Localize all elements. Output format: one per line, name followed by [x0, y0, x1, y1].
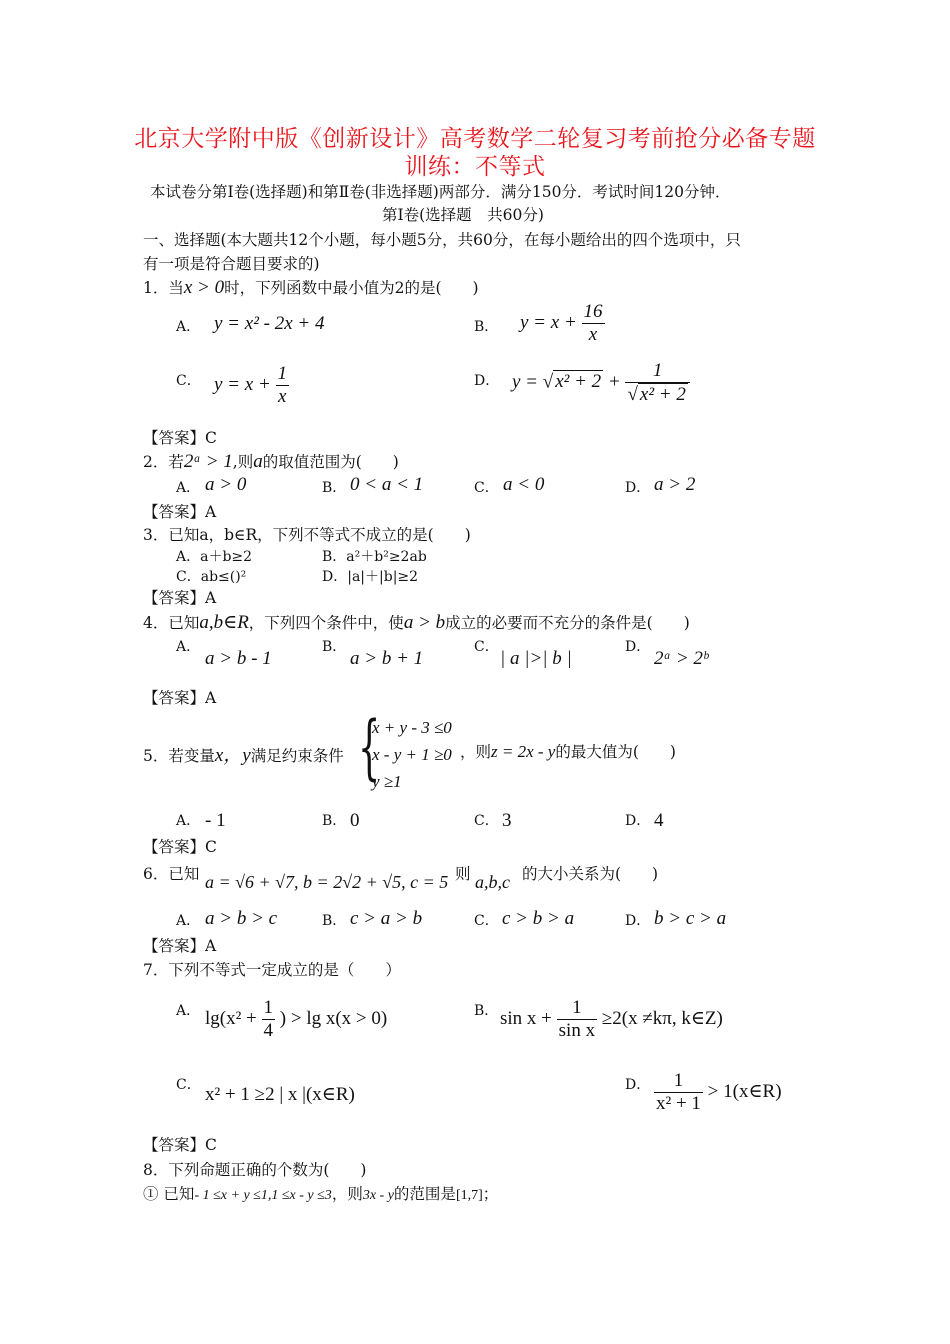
q8-stem: 8．下列命题正确的个数为( ): [143, 1161, 367, 1179]
q4-option-b: a > b + 1: [350, 648, 424, 669]
q1-option-c: [214, 363, 289, 408]
q1-d-denominator: x² + 2: [639, 384, 686, 405]
q5-mid2: ，则: [460, 743, 492, 761]
q5-option-d-label: D．: [625, 813, 651, 829]
part1-title: 第Ⅰ卷(选择题 共60分): [382, 206, 544, 224]
q7-option-a-label: A．: [176, 1003, 201, 1019]
q4-option-c-label: C．: [474, 639, 499, 655]
q6-prefix: 6．已知: [143, 865, 200, 883]
q4-option-d: 2ᵃ > 2ᵇ: [654, 648, 709, 669]
q6-option-d-label: D．: [625, 913, 651, 929]
q5-option-b: 0: [350, 810, 360, 831]
q5-option-a: - 1: [205, 810, 226, 831]
q5-option-c-label: C．: [474, 813, 499, 829]
q3-option-d-label: D．: [322, 569, 348, 585]
q7-option-d: [654, 1070, 782, 1115]
q6-option-d: b > c > a: [654, 908, 727, 929]
q1-b-denominator: x: [582, 323, 605, 346]
q4-answer-value: A: [205, 689, 217, 707]
q1-c-numerator: 1: [277, 363, 288, 384]
q1-d-numerator: 1: [652, 360, 663, 381]
q4-mid: ，下列四个条件中，使: [248, 614, 404, 632]
q7-b-left: sin x +: [500, 1007, 552, 1029]
q3-option-b-text: a²＋b²≥2ab: [346, 549, 427, 565]
q4-option-a: a > b - 1: [205, 648, 272, 669]
q4-condition: a,b∈R: [199, 612, 249, 633]
q1-answer-value: C: [205, 429, 217, 447]
q6-option-b-label: B．: [322, 913, 347, 929]
q5-mid: 满足约束条件: [250, 747, 344, 765]
q3-option-a: [176, 546, 252, 566]
q8-item1-suffix: ；: [482, 1185, 499, 1203]
q4-suffix: 成立的必要而不充分的条件是( ): [445, 614, 690, 632]
q7-d-right: > 1(x∈R): [707, 1080, 782, 1102]
q1-suffix: 时，下列函数中最小值为2的是( ): [224, 279, 479, 297]
q8-item1-mid2: 的范围是: [393, 1185, 456, 1203]
q1-option-d: y = √ x² + 2 + $\frac{1}{\text{√ x² + 2}}$: [512, 360, 690, 406]
q7-option-b-label: B．: [474, 1003, 499, 1019]
q6-option-b: c > a > b: [350, 908, 423, 929]
q6-answer-value: A: [205, 937, 217, 955]
q3-option-d-text: |a|＋|b|≥2: [347, 569, 419, 585]
q1-option-c-label: C．: [176, 373, 201, 389]
q2-option-c-label: C．: [474, 480, 499, 496]
q4-option-c: | a |>| b |: [500, 648, 572, 669]
q5-option-c: 3: [502, 810, 512, 831]
q7-option-c: x² + 1 ≥2 | x |(x∈R): [205, 1084, 355, 1105]
answer-label: 【答案】: [143, 503, 206, 521]
q6-option-c: c > b > a: [502, 908, 575, 929]
q1-option-a-label: A．: [176, 319, 201, 335]
q3-option-c-text: ab≤()²: [200, 569, 247, 585]
q4-answer: [143, 686, 216, 708]
q4-condition-2: a > b: [403, 612, 446, 633]
q6-option-c-label: C．: [474, 913, 499, 929]
q8-item1-condition: - 1 ≤x + y ≤1,1 ≤x - y ≤3: [194, 1188, 332, 1203]
answer-label: 【答案】: [143, 838, 206, 856]
q3-option-a-text: a＋b≥2: [200, 549, 253, 565]
q5-option-b-label: B．: [322, 813, 347, 829]
q5-answer: [143, 835, 217, 857]
q5-option-d: 4: [654, 810, 664, 831]
q7-b-denominator: sin x: [558, 1020, 596, 1041]
q1-option-a: y = x² - 2x + 4: [214, 313, 325, 334]
answer-label: 【答案】: [143, 429, 206, 447]
q3-option-c: [176, 566, 246, 586]
q5-suffix: 的最大值为( ): [555, 743, 676, 761]
q2-option-a: a > 0: [205, 474, 247, 495]
q1-option-b: [520, 301, 605, 346]
q3-option-d: [322, 566, 418, 586]
intro-text: 本试卷分第Ⅰ卷(选择题)和第Ⅱ卷(非选择题)两部分．满分150分．考试时间120分钟．: [150, 183, 731, 201]
q7-option-a: [205, 997, 387, 1042]
q4-stem: [143, 611, 690, 634]
q5-option-a-label: A．: [176, 813, 201, 829]
q8-item1-expression: 3x - y: [362, 1188, 394, 1203]
q5-constraint-1: x + y - 3 ≤0: [372, 718, 452, 737]
q1-option-b-label: B．: [474, 319, 499, 335]
q1-option-d-label: D．: [474, 373, 500, 389]
q5-stem-left: [143, 740, 344, 767]
q2-option-a-label: A．: [176, 480, 201, 496]
q1-b-numerator: 16: [583, 301, 603, 322]
q6-option-a-label: A．: [176, 913, 201, 929]
q2-prefix: 2．若: [143, 453, 184, 471]
q5-constraint-3: y ≥1: [372, 772, 402, 791]
q7-answer-value: C: [205, 1136, 217, 1154]
q8-item-1: [143, 1182, 498, 1204]
q3-answer-value: A: [205, 589, 217, 607]
q1-c-left: y = x +: [214, 373, 271, 395]
q4-prefix: 4．已知: [143, 614, 200, 632]
q2-option-c: a < 0: [503, 474, 545, 495]
answer-label: 【答案】: [143, 937, 206, 955]
section1-line-2: 有一项是符合题目要求的): [143, 255, 320, 273]
q7-a-left: lg(x² +: [205, 1007, 257, 1029]
q2-option-b: 0 < a < 1: [350, 474, 424, 495]
q2-option-d: a > 2: [654, 474, 696, 495]
q1-d-left: y =: [512, 371, 539, 393]
q8-item1-prefix: ① 已知: [143, 1185, 195, 1203]
q4-option-a-label: A．: [176, 639, 201, 655]
q1-c-denominator: x: [276, 385, 290, 408]
q8-item1-mid: ，则: [331, 1185, 363, 1203]
q5-variables: x，y: [214, 745, 251, 766]
q5-answer-value: C: [205, 838, 217, 856]
q1-answer: [143, 426, 217, 448]
q2-variable: a: [253, 451, 263, 472]
answer-label: 【答案】: [143, 689, 206, 707]
q7-a-denominator: 4: [263, 1020, 274, 1041]
q7-d-numerator: 1: [673, 1070, 684, 1091]
q6-variables: a,b,c: [475, 872, 510, 892]
section1-line-1: 一、选择题(本大题共12个小题，每小题5分，共60分，在每小题给出的四个选项中，只: [143, 231, 741, 249]
q2-answer-value: A: [205, 503, 217, 521]
q8-item1-range: [1,7]: [455, 1188, 483, 1203]
q1-stem: [143, 276, 479, 299]
q2-option-d-label: D．: [625, 480, 651, 496]
q7-stem: 7．下列不等式一定成立的是（ ）: [143, 961, 401, 979]
q1-prefix: 1．当: [143, 279, 184, 297]
q2-answer: [143, 500, 216, 522]
q3-option-c-label: C．: [176, 569, 201, 585]
q6-mid: 则: [455, 865, 471, 883]
q6-option-a: a > b > c: [205, 908, 278, 929]
q2-condition: 2ᵃ > 1: [183, 451, 233, 472]
q5-prefix: 5．若变量: [143, 747, 215, 765]
q2-suffix: 的取值范围为( ): [262, 453, 399, 471]
q7-option-c-label: C．: [176, 1077, 201, 1093]
title-line-1: 北京大学附中版《创新设计》高考数学二轮复习考前抢分必备专题: [134, 126, 816, 152]
q7-option-d-label: D．: [625, 1077, 651, 1093]
q6-expression: a = √6 + √7, b = 2√2 + √5, c = 5: [205, 872, 449, 892]
q5-objective: z = 2x - y: [491, 742, 556, 761]
answer-label: 【答案】: [143, 589, 206, 607]
q7-a-right: ) > lg x(x > 0): [279, 1007, 388, 1029]
q4-option-d-label: D．: [625, 639, 651, 655]
q1-b-left: y = x +: [520, 311, 577, 333]
q6-suffix: 的大小关系为( ): [522, 865, 659, 883]
q5-brace: {: [358, 706, 381, 788]
q7-b-right: ≥2(x ≠kπ, k∈Z): [601, 1007, 723, 1029]
q3-answer: [143, 586, 216, 608]
q1-condition: x > 0: [183, 277, 225, 298]
q2-stem: [143, 450, 399, 473]
q6-answer: [143, 934, 216, 956]
q2-option-b-label: B．: [322, 480, 347, 496]
q7-answer: [143, 1133, 217, 1155]
title-line-2: 训练：不等式: [404, 154, 546, 180]
q7-option-b: [500, 997, 723, 1042]
q7-a-numerator: 1: [263, 997, 274, 1018]
q2-mid: ,则: [232, 453, 254, 471]
q4-option-b-label: B．: [322, 639, 347, 655]
q3-option-b: [322, 546, 427, 566]
q7-d-denominator: x² + 1: [656, 1093, 701, 1114]
q7-b-numerator: 1: [572, 997, 582, 1018]
q3-stem: 3．已知a，b∈R，下列不等式不成立的是( ): [143, 526, 471, 544]
q1-d-plus: +: [607, 371, 621, 393]
q3-option-a-label: A．: [176, 549, 201, 565]
answer-label: 【答案】: [143, 1136, 206, 1154]
q5-stem-right: [460, 740, 676, 762]
q1-d-radicand: x² + 2: [555, 371, 602, 393]
q5-constraint-2: x - y + 1 ≥0: [372, 745, 452, 764]
q3-option-b-label: B．: [322, 549, 347, 565]
